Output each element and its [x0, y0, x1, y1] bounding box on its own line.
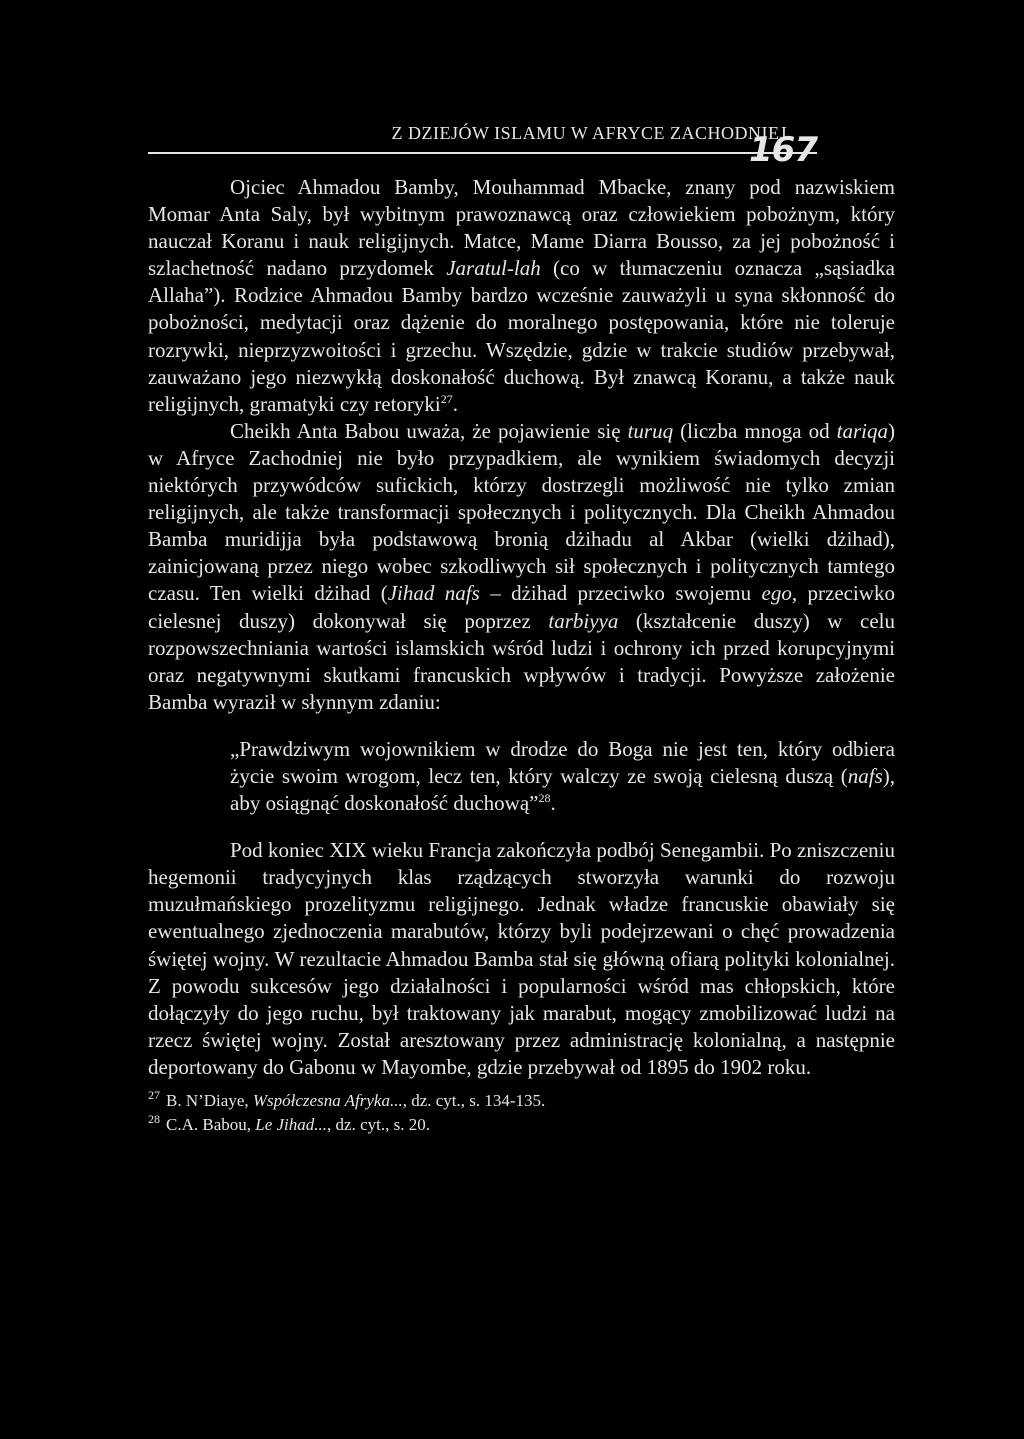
text-span: – dżihad przeciwko swojemu — [479, 581, 762, 606]
body-text — [148, 174, 895, 1137]
paragraph-3: Pod koniec XIX wieku Francja zakończyła podbój Senegambii. Po zniszczeniu hegemonii tradycyjnych klas rządzących stworzyła warunki do rozwoju muzułmańskiego prozelityzmu religijnego. Jednak władze francuskie obawiały się ewentualnego zjednoczenia marabutów, którzy byli podejrzewani o chęć prowadzenia świętej wojny. W rezultacie Ahmadou Bamba stał się główną ofiarą polityki kolonialnej. Z powodu sukcesów jego działalności i popularności wśród mas chłopskich, które dołączyły do jego ruchu, był traktowany jak marabut, mogący zmobilizować ludzi na rzecz świętej wojny. Został aresztowany przez administrację kolonialną, a następnie deportowany do Gabonu w Mayombe, gdzie przebywał od 1895 do 1902 roku. — [148, 838, 895, 1079]
footnote-title: Le Jihad... — [255, 1115, 328, 1134]
text-span: Cheikh Anta Babou uważa, że pojawienie się — [230, 418, 628, 443]
text-span: ) w Afryce Zachodniej nie było przypadkiem, ale wynikiem świadomych decyzji niektórych przywódców sufickich, którzy dostrzegli możliwość nie tylko zmian religijnych, ale także transformacji społecznych i politycznych. Dla Cheikh Ahmadou Bamba muridijja była podstawową bronią dżihadu al Akbar (wielki dżihad), zainicjowaną przez niego wobec szkodliwych sił społecznych i politycznych tamtego czasu. Ten wielki dżihad ( — [148, 418, 895, 606]
text-span: (kształcenie duszy) w celu rozpowszechniania wartości islamskich wśród ludzi i ochrony ich przed korupcyjnymi oraz negatywnymi skutkami francuskich wpływów i tradycji. Powyższe założenie Bamba wyraził w słynnym zdaniu: — [148, 608, 895, 714]
text-span: . — [452, 391, 458, 416]
text-span: . — [550, 791, 556, 816]
text-span: „Prawdziwym wojownikiem w drodze do Boga nie jest ten, który odbiera życie swoim wrogom, lecz ten, który walczy ze swoją cielesną duszą ( — [230, 736, 895, 788]
text-span: (co w tłumaczeniu oznacza „sąsiadka Allaha”). Rodzice Ahmadou Bamby bardzo wcześnie zauważyli u syna skłonność do pobożności, medytacji oraz dążenie do moralnego postępowania, które nie toleruje rozrywki, nieprzyzwoitości i grzechu. Wszędzie, gdzie w trakcie studiów przebywał, zauważano jego niezwykłą doskonałość duchową. Był znawcą Koranu, a także nauk religijnych, gramatyki czy retoryki — [148, 256, 895, 416]
text-span: (liczba mnoga od — [673, 418, 837, 443]
footnote-28 — [148, 1113, 895, 1137]
footnote-rest: , dz. cyt., s. 134-135. — [402, 1091, 546, 1110]
italic-term: tariqa — [836, 418, 888, 443]
block-quote — [230, 736, 895, 817]
footnote-number: 28 — [148, 1112, 160, 1127]
page-number: 167 — [749, 130, 817, 170]
text-span: ), aby osiągnąć doskonałość duchową” — [230, 763, 895, 816]
footnotes — [148, 1089, 895, 1137]
italic-term: ego — [761, 581, 792, 606]
italic-term: tarbiyya — [548, 608, 619, 633]
text-span: Ojciec Ahmadou Bamby, Mouhammad Mbacke, znany pod nazwiskiem Momar Anta Saly, był wybitnym prawoznawcą oraz człowiekiem pobożnym, który nauczał Koranu i nauk religijnych. Matce, Mame Diarra Bousso, za jej pobożność i szlachetność nadano przydomek — [148, 175, 895, 281]
paragraph-2 — [148, 418, 895, 716]
running-title: Z DZIEJÓW ISLAMU W AFRYCE ZACHODNIEJ — [391, 123, 787, 143]
italic-term: Jihad nafs — [387, 581, 480, 606]
footnote-ref: 27 — [440, 391, 453, 406]
paragraph-1 — [148, 174, 895, 418]
footnote-rest: , dz. cyt., s. 20. — [327, 1115, 430, 1134]
footnote-author: C.A. Babou, — [166, 1115, 256, 1134]
footnote-27 — [148, 1089, 895, 1113]
italic-term: nafs — [847, 763, 883, 788]
footnote-author: B. N’Diaye, — [166, 1091, 253, 1110]
document-page — [148, 112, 895, 1137]
footnote-number: 27 — [148, 1088, 160, 1103]
footnote-title: Współczesna Afryka... — [252, 1091, 403, 1110]
italic-term: turuq — [627, 418, 674, 443]
text-span: , przeciwko cielesnej duszy) dokonywał się poprzez — [148, 581, 895, 633]
running-header — [148, 112, 817, 170]
italic-term: Jaratul-lah — [446, 256, 541, 281]
footnote-ref: 28 — [538, 791, 551, 806]
